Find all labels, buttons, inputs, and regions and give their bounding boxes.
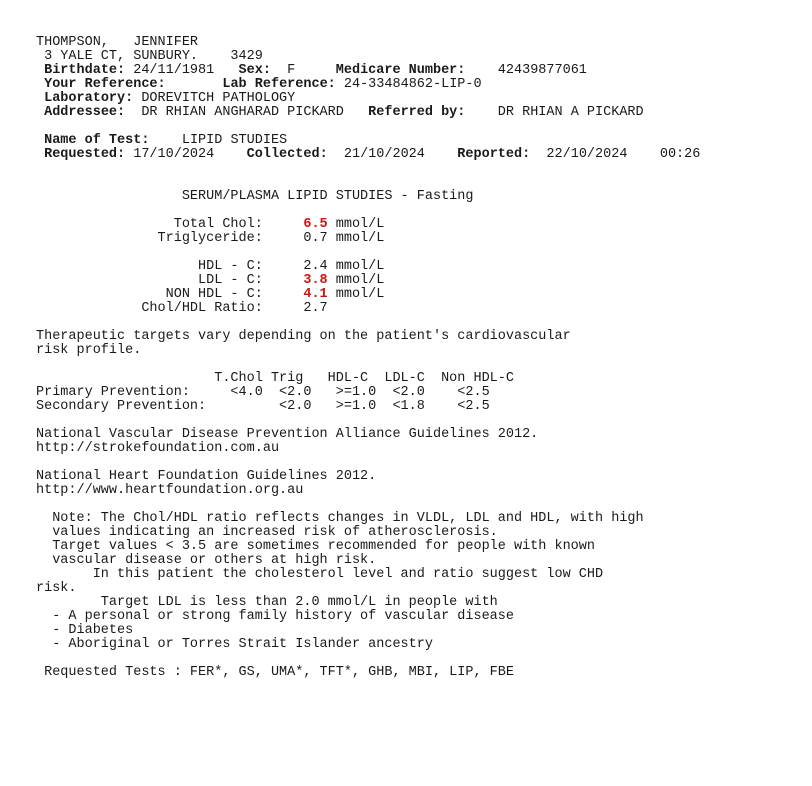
text-segment: values indicating an increased risk of atherosclerosis. [36, 525, 498, 540]
field-label: Laboratory: [44, 91, 134, 106]
field-label: Lab Reference: [222, 77, 336, 92]
report-line [36, 330, 700, 344]
field-label: Addressee: [44, 105, 126, 120]
report-line [36, 666, 700, 680]
abnormal-result-value: 4.1 [303, 287, 328, 302]
report-line [36, 176, 700, 190]
abnormal-result-value: 6.5 [303, 217, 328, 232]
report-line [36, 512, 700, 526]
report-line [36, 358, 700, 372]
text-segment [36, 133, 44, 148]
field-label: Sex: [238, 63, 271, 78]
report-line [36, 78, 700, 92]
report-line [36, 232, 700, 246]
text-segment: vascular disease or others at high risk. [36, 553, 377, 568]
report-line [36, 624, 700, 638]
report-line [36, 162, 700, 176]
report-line [36, 246, 700, 260]
report-line [36, 568, 700, 582]
field-label: Your Reference: [44, 77, 166, 92]
text-segment: 24-33484862-LIP-0 [335, 77, 482, 92]
report-line [36, 386, 700, 400]
report-line [36, 50, 700, 64]
text-segment: Note: The Chol/HDL ratio reflects changes in VLDL, LDL and HDL, with high [36, 511, 644, 526]
report-line [36, 302, 700, 316]
report-line [36, 638, 700, 652]
report-line [36, 456, 700, 470]
abnormal-result-value: 3.8 [303, 273, 328, 288]
report-line [36, 190, 700, 204]
text-segment: http://www.heartfoundation.org.au [36, 483, 304, 498]
text-segment: THOMPSON, JENNIFER [36, 35, 199, 50]
text-segment: Primary Prevention: <4.0 <2.0 >=1.0 <2.0 <2.5 [36, 385, 490, 400]
text-segment: 24/11/1981 [125, 63, 239, 78]
text-segment: SERUM/PLASMA LIPID STUDIES - Fasting [36, 189, 474, 204]
text-segment: NON HDL - C: [36, 287, 304, 302]
text-segment: Chol/HDL Ratio: 2.7 [36, 301, 328, 316]
text-segment [36, 105, 44, 120]
report-line [36, 372, 700, 386]
report-line [36, 442, 700, 456]
report-line [36, 64, 700, 78]
text-segment: 42439877061 [465, 63, 587, 78]
field-label: Reported: [457, 147, 531, 162]
report-line [36, 652, 700, 666]
text-segment: LDL - C: [36, 273, 304, 288]
report-line [36, 204, 700, 218]
text-segment: 3 YALE CT, SUNBURY. 3429 [36, 49, 263, 64]
text-segment: - Diabetes [36, 623, 134, 638]
report-line [36, 92, 700, 106]
report-line [36, 106, 700, 120]
report-line [36, 526, 700, 540]
text-segment: mmol/L [327, 273, 385, 288]
report-line [36, 36, 700, 50]
text-segment: National Heart Foundation Guidelines 2012. [36, 469, 377, 484]
text-segment: T.Chol Trig HDL-C LDL-C Non HDL-C [36, 371, 514, 386]
report-line [36, 260, 700, 274]
field-label: Collected: [246, 147, 328, 162]
report-line [36, 554, 700, 568]
report-line [36, 414, 700, 428]
text-segment: In this patient the cholesterol level and ratio suggest low CHD [36, 567, 604, 582]
report-line [36, 484, 700, 498]
text-segment: Target values < 3.5 are sometimes recommended for people with known [36, 539, 595, 554]
text-segment: mmol/L [327, 287, 385, 302]
text-segment: 21/10/2024 [327, 147, 458, 162]
report-line [36, 582, 700, 596]
report-line [36, 596, 700, 610]
text-segment: HDL - C: 2.4 mmol/L [36, 259, 385, 274]
field-label: Requested: [44, 147, 126, 162]
report-line [36, 540, 700, 554]
text-segment: Target LDL is less than 2.0 mmol/L in people with [36, 595, 498, 610]
report-line [36, 498, 700, 512]
text-segment: Triglyceride: 0.7 mmol/L [36, 231, 385, 246]
report-line [36, 120, 700, 134]
text-segment: Secondary Prevention: <2.0 >=1.0 <1.8 <2.5 [36, 399, 490, 414]
report-line [36, 148, 700, 162]
text-segment: - Aboriginal or Torres Strait Islander ancestry [36, 637, 433, 652]
report-text [36, 36, 700, 680]
text-segment: mmol/L [327, 217, 385, 232]
text-segment: risk profile. [36, 343, 142, 358]
text-segment: Therapeutic targets vary depending on the patient's cardiovascular [36, 329, 571, 344]
text-segment: National Vascular Disease Prevention Alliance Guidelines 2012. [36, 427, 539, 442]
report-line [36, 610, 700, 624]
report-line [36, 470, 700, 484]
text-segment [36, 77, 44, 92]
report-line [36, 288, 700, 302]
text-segment: 22/10/2024 00:26 [530, 147, 701, 162]
text-segment: 17/10/2024 [125, 147, 247, 162]
report-line [36, 428, 700, 442]
field-label: Birthdate: [44, 63, 126, 78]
report-line [36, 344, 700, 358]
text-segment: Total Chol: [36, 217, 304, 232]
text-segment: http://strokefoundation.com.au [36, 441, 280, 456]
text-segment: F [270, 63, 336, 78]
report-line [36, 400, 700, 414]
report-line [36, 316, 700, 330]
text-segment: DR RHIAN ANGHARAD PICKARD [125, 105, 369, 120]
text-segment [36, 147, 44, 162]
text-segment: risk. [36, 581, 77, 596]
text-segment: LIPID STUDIES [149, 133, 288, 148]
field-label: Medicare Number: [335, 63, 466, 78]
field-label: Name of Test: [44, 133, 150, 148]
report-line [36, 274, 700, 288]
report-line [36, 218, 700, 232]
text-segment: DOREVITCH PATHOLOGY [133, 91, 296, 106]
text-segment [166, 77, 223, 92]
text-segment: Requested Tests : FER*, GS, UMA*, TFT*, GHB, MBI, LIP, FBE [36, 665, 514, 680]
text-segment [36, 63, 44, 78]
text-segment: DR RHIAN A PICKARD [465, 105, 644, 120]
text-segment [36, 91, 44, 106]
field-label: Referred by: [368, 105, 466, 120]
text-segment: - A personal or strong family history of vascular disease [36, 609, 514, 624]
report-line [36, 134, 700, 148]
